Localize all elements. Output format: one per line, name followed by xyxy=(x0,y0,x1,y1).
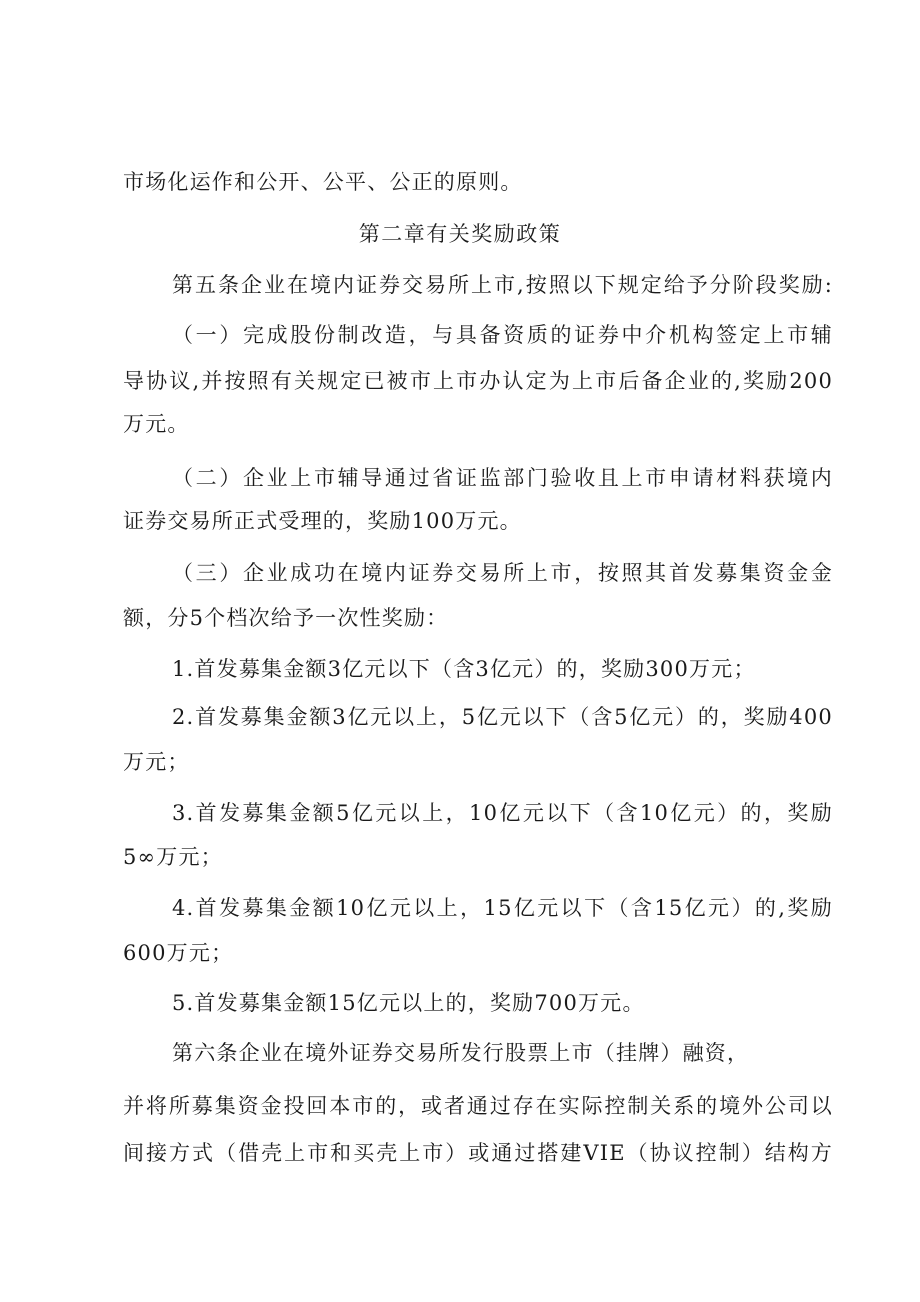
clause-three-line: 额，分5个档次给予一次性奖励： xyxy=(123,606,449,630)
clause-three-line: （三）企业成功在境内证券交易所上市，按照其首发募集资金金 xyxy=(172,561,833,585)
clause-one-line: （一）完成股份制改造，与具备资质的证券中介机构签定上市辅 xyxy=(172,323,833,347)
article-six-line: 并将所募集资金投回本市的，或者通过存在实际控制关系的境外公司以 xyxy=(123,1094,833,1118)
tier-five-line: 5.首发募集金额15亿元以上的，奖励700万元。 xyxy=(172,991,645,1015)
paragraph-line: 市场化运作和公开、公平、公正的原则。 xyxy=(123,170,523,194)
chapter-heading: 第二章有关奖励政策 xyxy=(358,222,562,246)
tier-two-line: 万元； xyxy=(123,750,190,774)
article-five-line: 第五条企业在境内证券交易所上市,按照以下规定给予分阶段奖励: xyxy=(172,273,833,297)
tier-four-line: 600万元； xyxy=(123,941,234,965)
clause-two-line: （二）企业上市辅导通过省证监部门验收且上市申请材料获境内 xyxy=(172,466,833,490)
tier-two-line: 2.首发募集金额3亿元以上，5亿元以下（含5亿元）的，奖励400 xyxy=(172,705,833,729)
article-six-line: 第六条企业在境外证券交易所发行股票上市（挂牌）融资， xyxy=(172,1041,750,1065)
article-six-line: 间接方式（借壳上市和买壳上市）或通过搭建VIE（协议控制）结构方 xyxy=(123,1141,833,1165)
clause-two-line: 证券交易所正式受理的，奖励100万元。 xyxy=(123,509,522,533)
clause-one-line: 导协议,并按照有关规定已被市上市办认定为上市后备企业的,奖励200 xyxy=(123,369,833,393)
clause-one-line: 万元。 xyxy=(123,412,190,436)
tier-three-line: 3.首发募集金额5亿元以上，10亿元以下（含10亿元）的，奖励 xyxy=(172,801,833,825)
tier-four-line: 4.首发募集金额10亿元以上，15亿元以下（含15亿元）的,奖励 xyxy=(172,896,833,920)
tier-one-line: 1.首发募集金额3亿元以下（含3亿元）的，奖励300万元； xyxy=(172,657,756,681)
tier-three-line: 5∞万元； xyxy=(123,845,223,869)
